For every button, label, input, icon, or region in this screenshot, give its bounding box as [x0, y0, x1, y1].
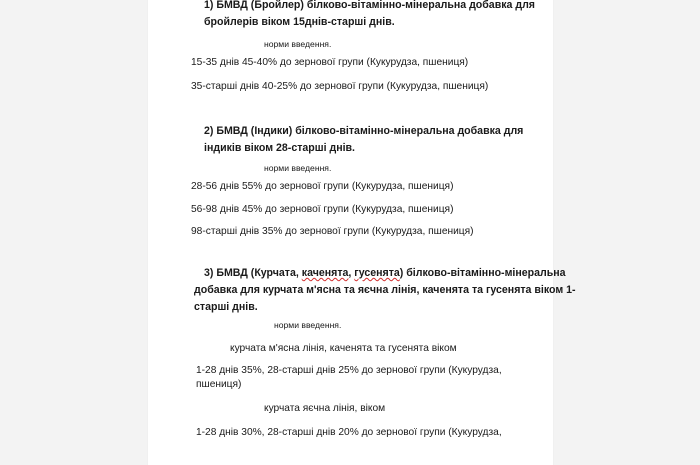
section-2-row-1: 28-56 днів 55% до зернової групи (Кукурудза, пшениця) — [191, 181, 454, 192]
section-1-row-2: 35-старші днів 40-25% до зернової групи (Кукурудза, пшениця) — [191, 81, 489, 92]
section-3-sub-b-line-1: 1-28 днів 30%, 28-старші днів 20% до зернової групи (Кукурудза, — [196, 427, 502, 438]
section-3-sub-a-line-2: пшениця) — [196, 379, 242, 390]
section-3-heading-part-e: ) білково-вітамінно-мінеральна — [399, 267, 566, 279]
section-2-row-2: 56-98 днів 45% до зернової групи (Кукурудза, пшениця) — [191, 204, 454, 215]
section-3-heading-line-1 — [204, 268, 566, 279]
section-2-heading-line-1: 2) БМВД (Індики) білково-вітамінно-мінеральна добавка для — [204, 125, 524, 137]
section-3-heading-line-2: добавка для курчата м'ясна та яєчна лінія, каченята та гусенята віком 1- — [194, 284, 576, 296]
section-3-heading-part-d: гусенята — [354, 267, 400, 279]
section-1-norms-label: норми введення. — [264, 39, 332, 49]
section-1-heading-line-2: бройлерів віком 15днів-старші днів. — [204, 16, 395, 28]
section-2-norms-label: норми введення. — [264, 163, 332, 173]
section-1-heading-line-1: 1) БМВД (Бройлер) білково-вітамінно-мінеральна добавка для — [204, 0, 535, 11]
section-3-heading-part-c: , — [348, 267, 355, 279]
section-3-norms-label: норми введення. — [274, 320, 342, 330]
section-3-sub-a-title: курчата м'ясна лінія, каченята та гусенята віком — [230, 343, 457, 354]
section-2-row-3: 98-старші днів 35% до зернової групи (Кукурудза, пшениця) — [191, 226, 474, 237]
section-3-sub-b-title: курчата яєчна лінія, віком — [264, 403, 386, 414]
section-1-row-1: 15-35 днів 45-40% до зернової групи (Кукурудза, пшениця) — [191, 57, 469, 68]
document-page — [148, 0, 576, 465]
section-3-heading-part-a: 3) БМВД (Курчата, — [204, 267, 302, 279]
section-2-heading-line-2: індиків віком 28-старші днів. — [204, 142, 356, 154]
section-3-sub-a-line-1: 1-28 днів 35%, 28-старші днів 25% до зернової групи (Кукурудза, — [196, 365, 502, 376]
section-3-heading-part-b: каченята — [301, 267, 349, 279]
section-3-heading-line-3: старші днів. — [194, 301, 258, 313]
